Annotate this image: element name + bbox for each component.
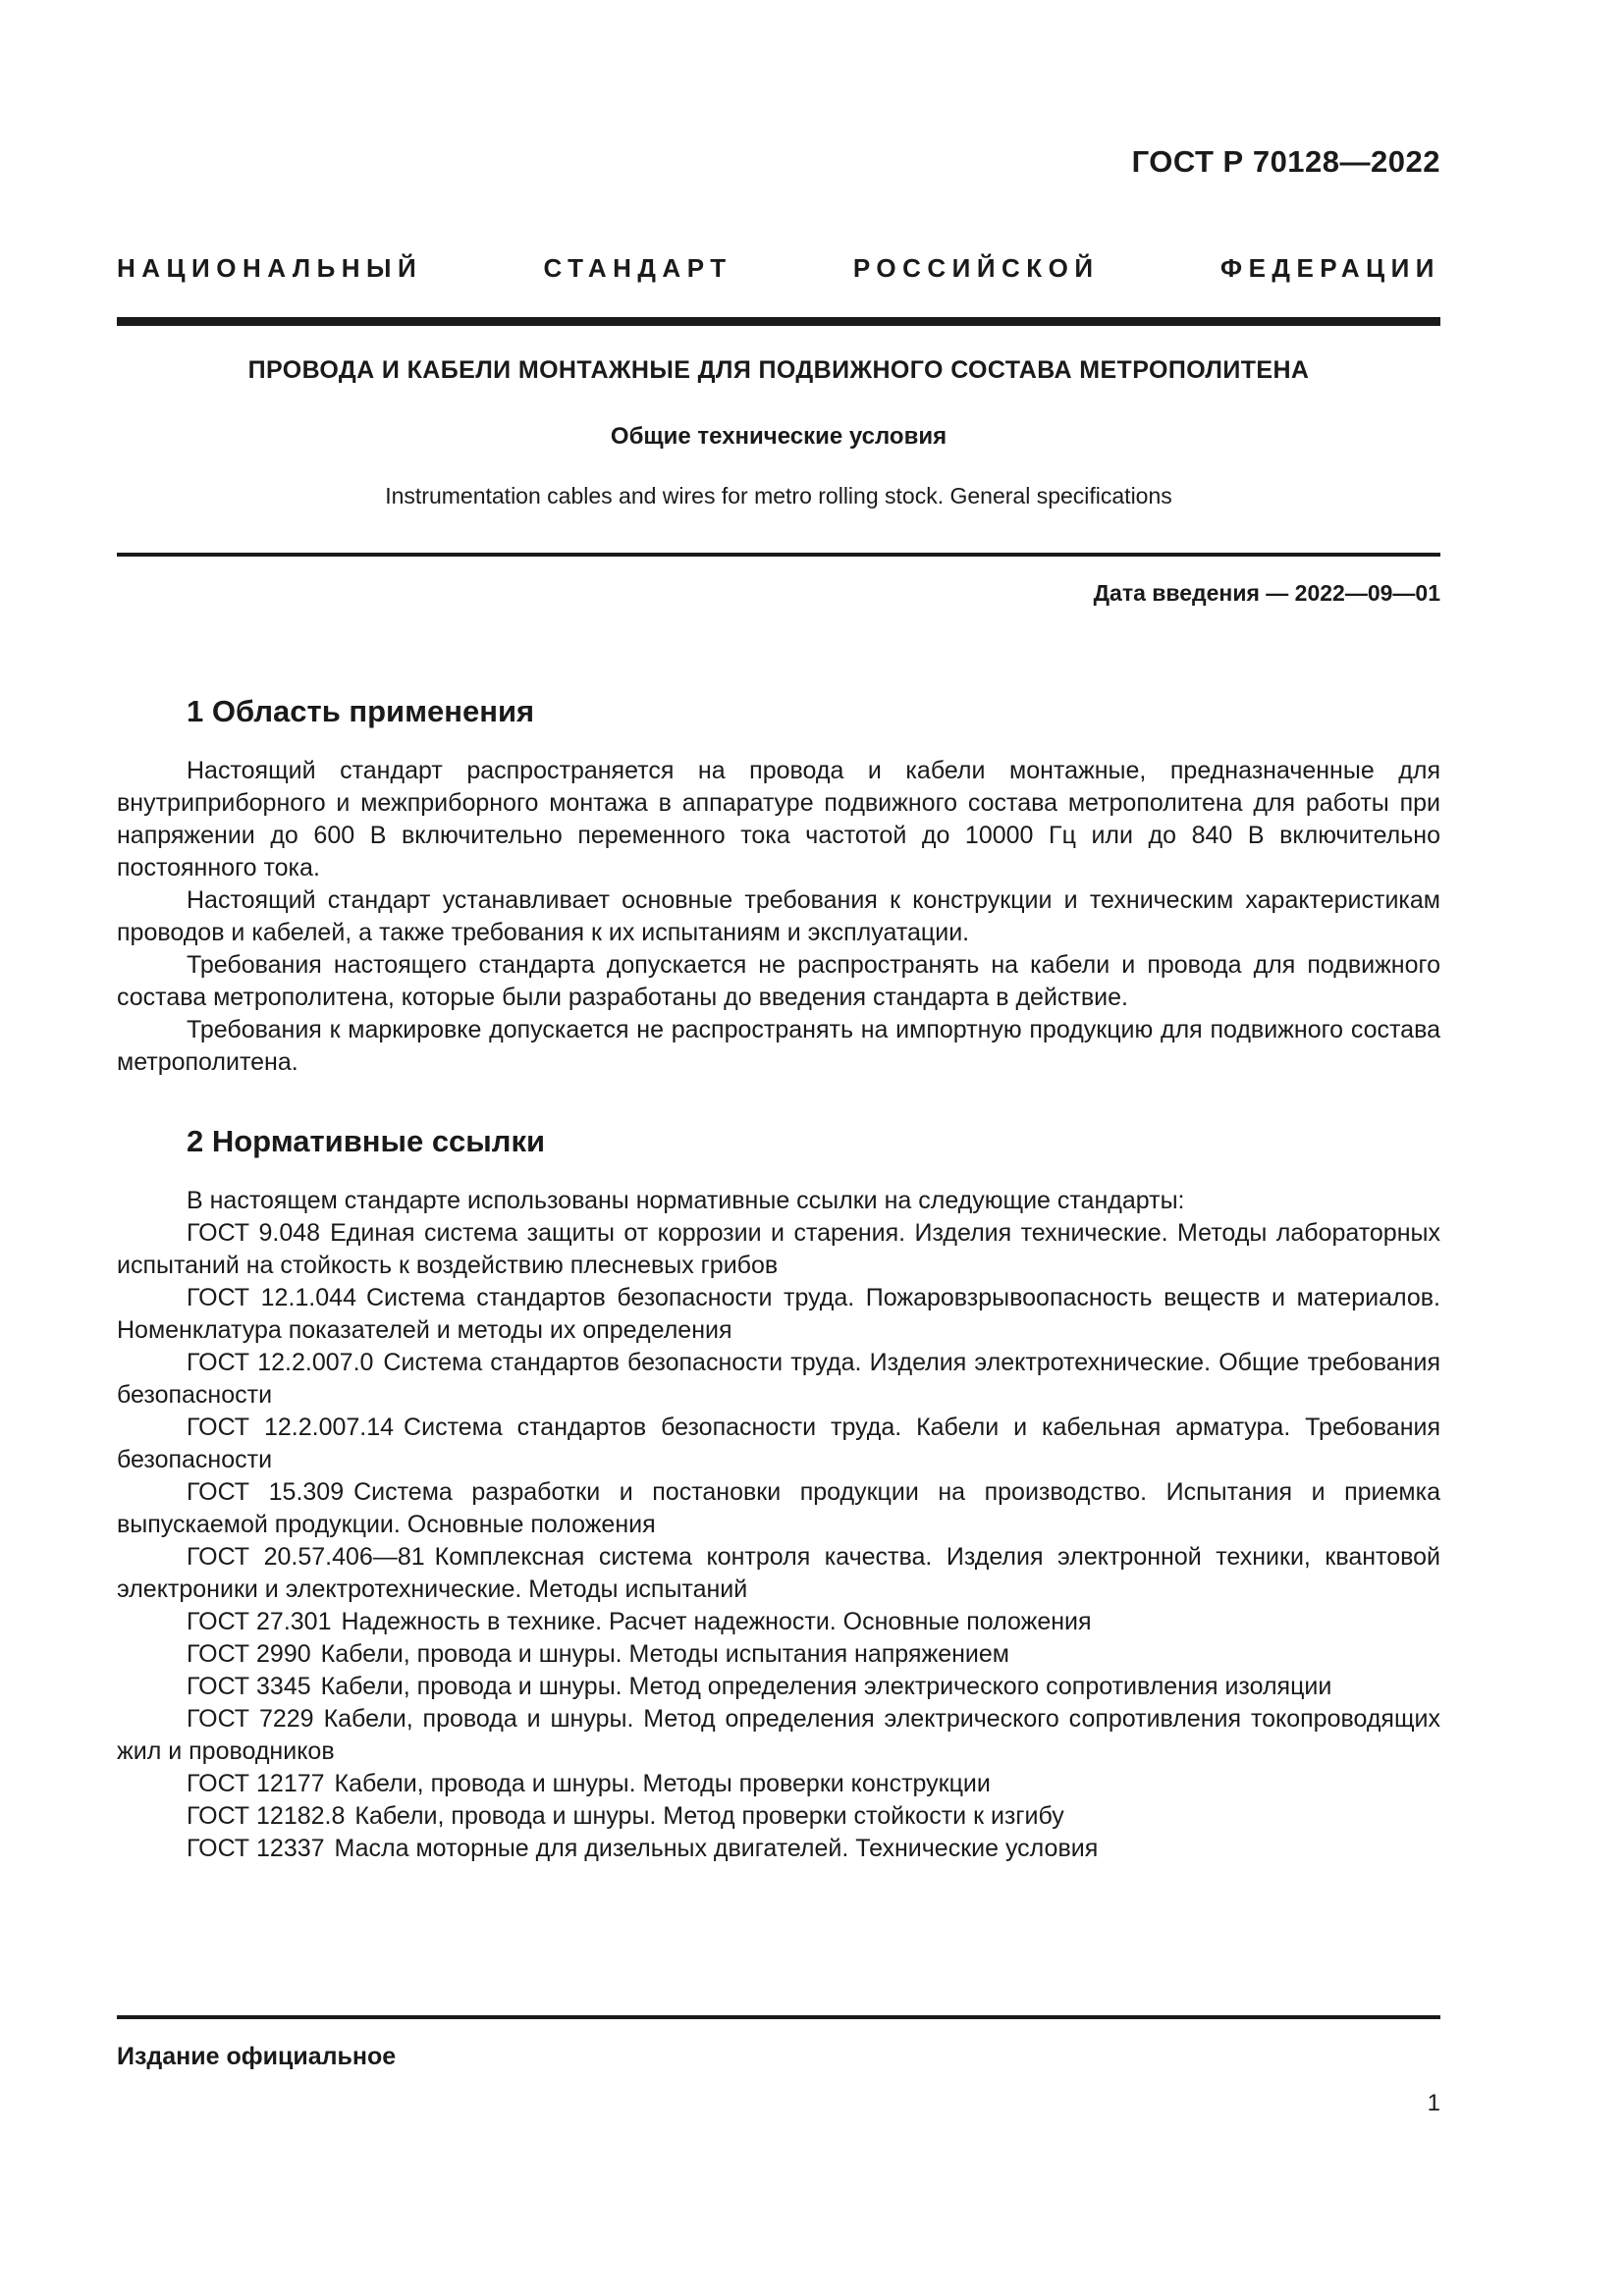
- reference-code: ГОСТ 12.2.007.14: [187, 1414, 395, 1441]
- reference-title: Система стандартов безопасности труда. Пожаровзрывоопасность веществ и материалов. Номенклатура показателей и методы их определения: [117, 1284, 1440, 1344]
- reference-item: [117, 1347, 1440, 1412]
- reference-item: [117, 1606, 1440, 1638]
- english-title: Instrumentation cables and wires for metro rolling stock. General specifications: [385, 483, 1172, 508]
- page-number: 1: [1427, 2090, 1440, 2116]
- reference-code: ГОСТ 20.57.406—81: [187, 1543, 425, 1571]
- reference-title: Кабели, провода и шнуры. Методы проверки конструкции: [334, 1770, 991, 1797]
- official-edition-label: Издание официальное: [117, 2043, 397, 2070]
- reference-code: ГОСТ 12337: [187, 1835, 325, 1862]
- section-1-paragraph: Требования настоящего стандарта допускается не распространять на кабели и провода для подвижного состава метрополитена, которые были разработаны до введения стандарта в действие.: [117, 951, 1440, 1011]
- document-subtitle: Общие технические условия: [610, 423, 947, 450]
- reference-item: [117, 1412, 1440, 1476]
- header-divider: [117, 317, 1440, 326]
- section-1-paragraph: Требования к маркировке допускается не распространять на импортную продукцию для подвижного состава метрополитена.: [117, 1016, 1440, 1076]
- national-standard-banner: НАЦИОНАЛЬНЫЙ СТАНДАРТ РОССИЙСКОЙ ФЕДЕРАЦИИ: [117, 253, 1440, 283]
- reference-title: Система стандартов безопасности труда. Кабели и кабельная арматура. Требования безопасности: [117, 1414, 1440, 1473]
- title-divider: [117, 553, 1440, 557]
- reference-code: ГОСТ 12.1.044: [187, 1284, 356, 1311]
- reference-item: [117, 1282, 1440, 1347]
- reference-title: Кабели, провода и шнуры. Метод определения электрического сопротивления изоляции: [320, 1673, 1332, 1700]
- reference-code: ГОСТ 7229: [187, 1705, 314, 1733]
- reference-code: ГОСТ 3345: [187, 1673, 311, 1700]
- reference-title: Масла моторные для дизельных двигателей. Технические условия: [334, 1835, 1099, 1862]
- document-number: ГОСТ Р 70128—2022: [1131, 144, 1440, 179]
- section-1-body: [117, 755, 1440, 1079]
- reference-title: Система разработки и постановки продукции на производство. Испытания и приемка выпускаемой продукции. Основные положения: [117, 1478, 1440, 1538]
- reference-item: [117, 1768, 1440, 1800]
- reference-title: Комплексная система контроля качества. Изделия электронной техники, квантовой электроники и электротехнические. Методы испытаний: [117, 1543, 1440, 1603]
- reference-title: Система стандартов безопасности труда. Изделия электротехнические. Общие требования безопасности: [117, 1349, 1440, 1409]
- reference-item: [117, 1671, 1440, 1703]
- section-2-heading: 2 Нормативные ссылки: [187, 1124, 546, 1158]
- reference-item: [117, 1541, 1440, 1606]
- section-1-paragraph: Настоящий стандарт распространяется на провода и кабели монтажные, предназначенные для внутриприборного и межприборного монтажа в аппаратуре подвижного состава метрополитена для работы при напряжении до 600 В включительно переменного тока частотой до 10000 Гц или до 840 В включительно постоянного тока.: [117, 757, 1440, 881]
- reference-title: Надежность в технике. Расчет надежности. Основные положения: [341, 1608, 1092, 1635]
- reference-code: ГОСТ 12.2.007.0: [187, 1349, 374, 1376]
- document-title: ПРОВОДА И КАБЕЛИ МОНТАЖНЫЕ ДЛЯ ПОДВИЖНОГО СОСТАВА МЕТРОПОЛИТЕНА: [247, 356, 1310, 384]
- references-intro: В настоящем стандарте использованы нормативные ссылки на следующие стандарты:: [187, 1187, 1185, 1214]
- reference-item: [117, 1703, 1440, 1768]
- reference-title: Кабели, провода и шнуры. Методы испытания напряжением: [320, 1640, 1009, 1668]
- normative-references-list: [117, 1185, 1440, 1865]
- reference-code: ГОСТ 2990: [187, 1640, 311, 1668]
- reference-code: ГОСТ 15.309: [187, 1478, 345, 1506]
- reference-item: [117, 1476, 1440, 1541]
- reference-title: Кабели, провода и шнуры. Метод определения электрического сопротивления токопроводящих жил и проводников: [117, 1705, 1441, 1765]
- reference-code: ГОСТ 12177: [187, 1770, 325, 1797]
- footer-divider: [117, 2015, 1440, 2019]
- reference-title: Единая система защиты от коррозии и старения. Изделия технические. Методы лабораторных испытаний на стойкость к воздействию плесневых грибов: [117, 1219, 1440, 1279]
- reference-code: ГОСТ 27.301: [187, 1608, 332, 1635]
- reference-item: [117, 1800, 1440, 1833]
- reference-code: ГОСТ 9.048: [187, 1219, 321, 1247]
- section-1-paragraph: Настоящий стандарт устанавливает основные требования к конструкции и техническим характеристикам проводов и кабелей, а также требования к их испытаниям и эксплуатации.: [117, 886, 1440, 946]
- reference-item: [117, 1638, 1440, 1671]
- section-1-heading: 1 Область применения: [187, 694, 535, 728]
- reference-item: [117, 1833, 1440, 1865]
- reference-title: Кабели, провода и шнуры. Метод проверки стойкости к изгибу: [354, 1802, 1064, 1830]
- reference-code: ГОСТ 12182.8: [187, 1802, 346, 1830]
- reference-item: [117, 1217, 1440, 1282]
- introduction-date: Дата введения — 2022—09—01: [1093, 580, 1440, 606]
